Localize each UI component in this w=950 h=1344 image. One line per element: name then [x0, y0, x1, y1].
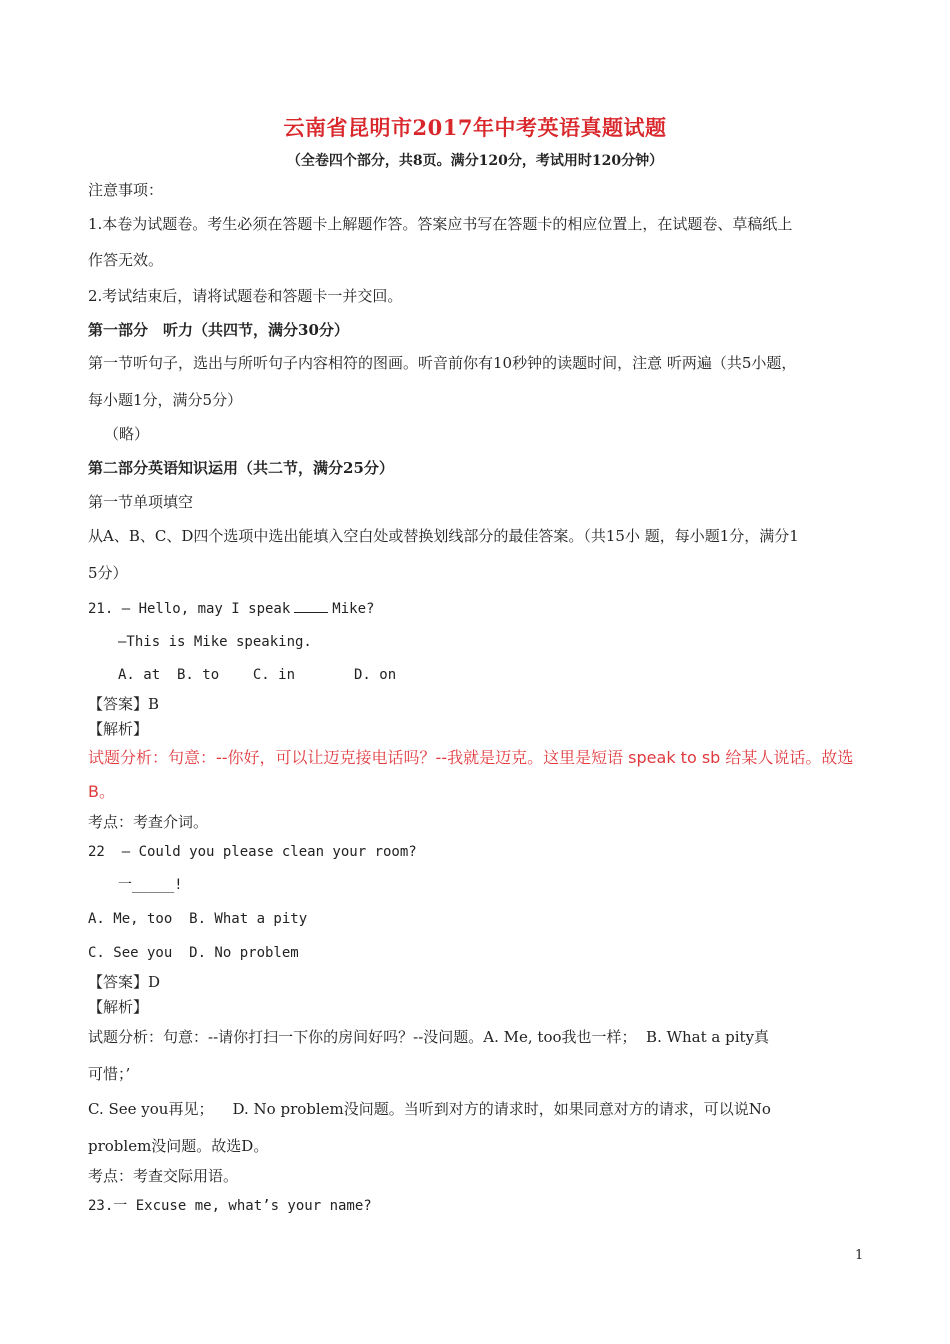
q21-blank — [294, 598, 328, 613]
part1-sec1-line-1: 第一节听句子，选出与所听句子内容相符的图画。听音前你有10秒钟的读题时间，注意 听两遍（共5小题， — [88, 354, 797, 372]
part2-sec1-heading: 第一节单项填空 — [88, 493, 194, 511]
note-1-line-1: 1.本卷为试题卷。考生必须在答题卡上解题作答。答案应书写在答题卡的相应位置上，在试题卷、草稿纸上 — [88, 215, 793, 233]
q22-analysis-line-4: problem没问题。故选D。 — [88, 1137, 269, 1155]
q21-line-1 — [88, 598, 878, 619]
part2-instructions-line-2: 5分） — [88, 564, 128, 582]
note-2: 2.考试结束后，请将试题卷和答题卡一并交回。 — [88, 287, 403, 305]
q21-stem-end: Mike? — [332, 601, 375, 617]
page-title: 云南省昆明市2017年中考英语真题试题 — [283, 115, 667, 140]
notes-heading: 注意事项： — [88, 181, 164, 199]
q22-line-1: 22 — Could you please clean your room? — [88, 844, 417, 860]
q22-line-2: 一_____! — [118, 877, 183, 893]
q21-stem: 21. — Hello, may I speak — [88, 601, 291, 617]
q22-analysis-line-2: 可惜；’ — [88, 1065, 131, 1083]
q21-options: A. at B. to C. in D. on — [118, 667, 397, 683]
q21-answer: 【答案】B — [88, 695, 160, 713]
omitted-note: （略） — [104, 425, 150, 443]
q21-analysis-line-1: 试题分析：句意：--你好，可以让迈克接电话吗？--我就是迈克。这里是短语 speak to sb 给某人说话。故选 — [88, 748, 854, 767]
q21-analysis-line-2: B。 — [88, 782, 115, 801]
page-subtitle: （全卷四个部分，共8页。满分120分，考试用时120分钟） — [286, 153, 664, 169]
q22-point: 考点：考查交际用语。 — [88, 1167, 239, 1185]
page-number: 1 — [855, 1248, 864, 1263]
q22-options-2: C. See you D. No problem — [88, 945, 299, 961]
q23-line-1: 23.一 Excuse me, what’s your name? — [88, 1198, 372, 1214]
q22-analysis-line-1: 试题分析：句意：--请你打扫一下你的房间好吗？--没问题。A. Me, too我也一样； B. What a pity真 — [88, 1028, 770, 1046]
part1-sec1-line-2: 每小题1分，满分5分） — [88, 391, 243, 409]
q22-answer: 【答案】D — [88, 973, 161, 991]
q21-analysis-label: 【解析】 — [88, 720, 149, 738]
q22-analysis-line-3: C. See you再见； D. No problem没问题。当听到对方的请求时，如果同意对方的请求，可以说No — [88, 1100, 771, 1118]
note-1-line-2: 作答无效。 — [88, 251, 164, 269]
part1-heading: 第一部分 听力（共四节，满分30分） — [88, 321, 349, 339]
part2-heading: 第二部分英语知识运用（共二节，满分25分） — [88, 459, 394, 477]
q22-options-1: A. Me, too B. What a pity — [88, 911, 308, 927]
q21-line-2: —This is Mike speaking. — [118, 634, 312, 650]
q22-analysis-label: 【解析】 — [88, 998, 149, 1016]
q21-point: 考点：考查介词。 — [88, 813, 209, 831]
part2-instructions-line-1: 从A、B、C、D四个选项中选出能填入空白处或替换划线部分的最佳答案。（共15小 题，每小题1分，满分1 — [88, 527, 799, 545]
